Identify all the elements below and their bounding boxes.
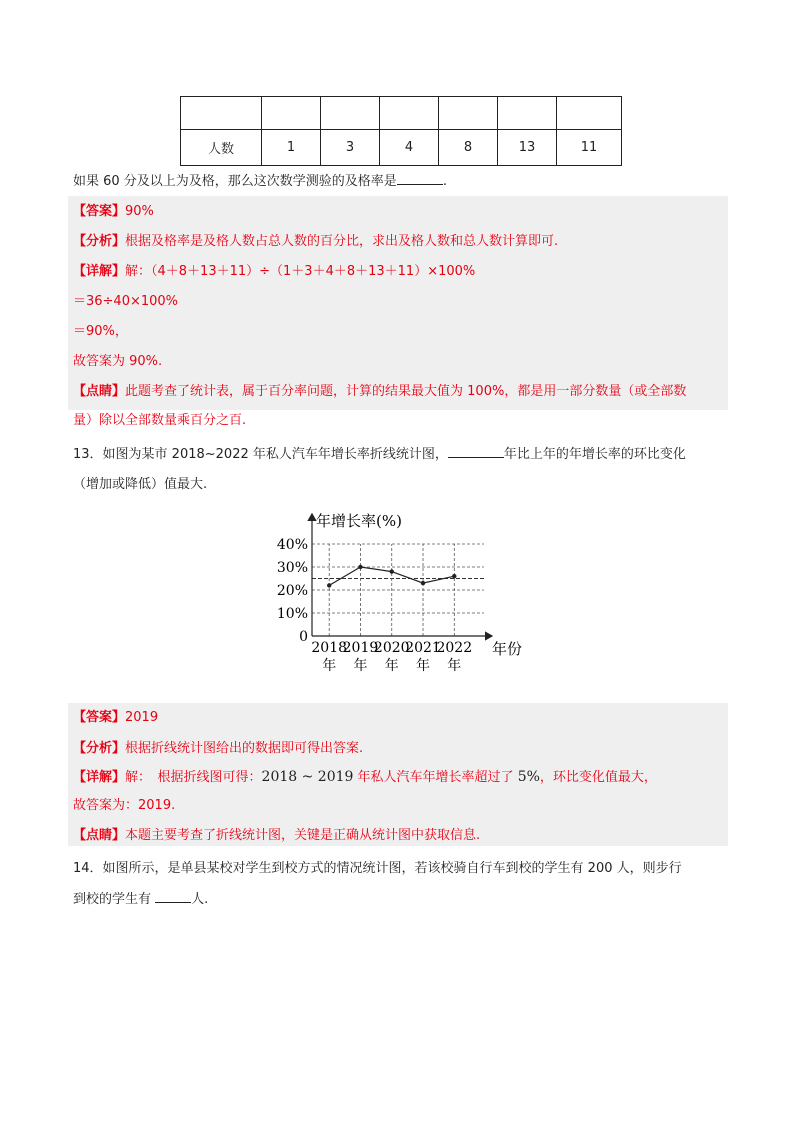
y-tick-label: 40%	[276, 537, 308, 553]
y-tick-label: 30%	[276, 560, 308, 576]
data-point	[390, 569, 394, 573]
y-axis-label: 年增长率(%)	[316, 512, 402, 530]
table-cell	[557, 97, 622, 130]
table-cell: 4	[380, 130, 439, 166]
table-row-label: 人数	[181, 130, 262, 166]
x-tick-suffix: 年	[353, 658, 368, 674]
q13-answer	[73, 709, 158, 727]
q13-question	[73, 445, 686, 464]
q14-question: 14．如图所示，是单县某校对学生到校方式的情况统计图，若该校骑自行车到校的学生有 200 人，则步行	[73, 861, 682, 876]
table-cell	[380, 97, 439, 130]
q14-question-end: 人.	[191, 892, 209, 907]
y-tick-labels	[277, 537, 308, 645]
x-tick-suffix: 年	[384, 658, 399, 674]
table-cell	[439, 97, 498, 130]
table-cell: 1	[262, 130, 321, 166]
table-cell	[262, 97, 321, 130]
y-tick-label: 0	[299, 629, 308, 645]
q12-detail	[73, 263, 475, 281]
table-header-row	[181, 97, 622, 130]
detail-text: 解：（4＋8＋13＋11）÷（1＋3＋4＋8＋13＋11）×100%	[125, 264, 476, 279]
q14-question-line2	[73, 890, 208, 909]
q13-question-text: 13．如图为某市 2018~2022 年私人汽车年增长率折线统计图，	[73, 447, 448, 462]
q12-detail-line3: ＝90%，	[73, 324, 128, 339]
q14-question-text: 到校的学生有	[73, 892, 156, 907]
detail-text-2: 年私人汽车年增长率超过了	[353, 770, 518, 785]
score-table	[180, 96, 622, 166]
y-tick-label: 20%	[276, 583, 308, 599]
detail-percent: 5%	[517, 769, 540, 785]
q12-analysis	[73, 233, 558, 251]
comment-tag: 【点睛】	[73, 828, 126, 843]
x-tick-suffix: 年	[322, 658, 337, 674]
detail-text: 解： 根据折线图可得：	[125, 770, 262, 785]
x-tick-suffix: 年	[416, 658, 431, 674]
x-tick-label: 2018	[311, 640, 348, 656]
x-tick-label: 2021	[405, 640, 441, 656]
x-axis-label: 年份	[492, 640, 523, 658]
detail-text-3: ，环比变化值最大，	[539, 770, 657, 785]
table-cell	[498, 97, 557, 130]
analysis-tag: 【分析】	[73, 234, 126, 249]
q12-answer	[73, 203, 154, 221]
q13-detail-line2: 故答案为：2019.	[73, 798, 176, 813]
answer-blank	[155, 890, 191, 903]
q13-question-line2: （增加或降低）值最大.	[73, 477, 208, 492]
q13-comment	[73, 827, 480, 845]
q12-comment-line2: 量）除以全部数量乘百分之百.	[73, 413, 247, 428]
answer-tag: 【答案】	[73, 710, 126, 725]
q12-question-end: .	[442, 174, 447, 189]
growth-rate-line-chart	[270, 508, 530, 676]
data-point	[452, 574, 456, 578]
table-row	[181, 130, 622, 166]
answer-value: 2019	[125, 710, 159, 725]
data-point	[327, 583, 331, 587]
answer-blank	[397, 172, 443, 185]
x-tick-label: 2022	[436, 640, 473, 656]
answer-blank	[448, 445, 504, 458]
table-cell	[321, 97, 380, 130]
analysis-text: 根据折线统计图给出的数据即可得出答案.	[125, 741, 364, 756]
analysis-text: 根据及格率是及格人数占总人数的百分比，求出及格人数和总人数计算即可.	[125, 234, 559, 249]
q13-question-text-2: 年比上年的年增长率的环比变化	[503, 447, 686, 462]
data-point	[421, 581, 425, 585]
comment-tag: 【点睛】	[73, 384, 126, 399]
detail-tag: 【详解】	[73, 770, 126, 785]
detail-range: 2018 ~ 2019	[261, 769, 354, 785]
q12-comment	[73, 383, 686, 401]
answer-value: 90%	[125, 204, 154, 219]
q13-analysis	[73, 740, 363, 758]
x-tick-suffix: 年	[447, 658, 462, 674]
x-tick-label: 2020	[373, 640, 410, 656]
table-cell	[181, 97, 262, 130]
x-tick-labels	[311, 640, 472, 674]
detail-tag: 【详解】	[73, 264, 126, 279]
q12-question-text: 如果 60 分及以上为及格，那么这次数学测验的及格率是	[73, 174, 397, 189]
q12-question	[73, 172, 447, 191]
table-cell: 11	[557, 130, 622, 166]
x-tick-label: 2019	[342, 640, 379, 656]
q12-detail-line2: ＝36÷40×100%	[73, 294, 179, 309]
answer-tag: 【答案】	[73, 204, 126, 219]
comment-text: 本题主要考查了折线统计图，关键是正确从统计图中获取信息.	[125, 828, 481, 843]
table-cell: 13	[498, 130, 557, 166]
q13-detail	[73, 768, 657, 787]
chart-grid	[312, 544, 484, 636]
data-point	[358, 565, 362, 569]
comment-text: 此题考查了统计表，属于百分率问题，计算的结果最大值为 100%，都是用一部分数量（或全部数	[125, 384, 687, 399]
table-cell: 8	[439, 130, 498, 166]
analysis-tag: 【分析】	[73, 741, 126, 756]
table-cell: 3	[321, 130, 380, 166]
q12-detail-line4: 故答案为 90%.	[73, 354, 163, 369]
y-tick-label: 10%	[276, 606, 308, 622]
